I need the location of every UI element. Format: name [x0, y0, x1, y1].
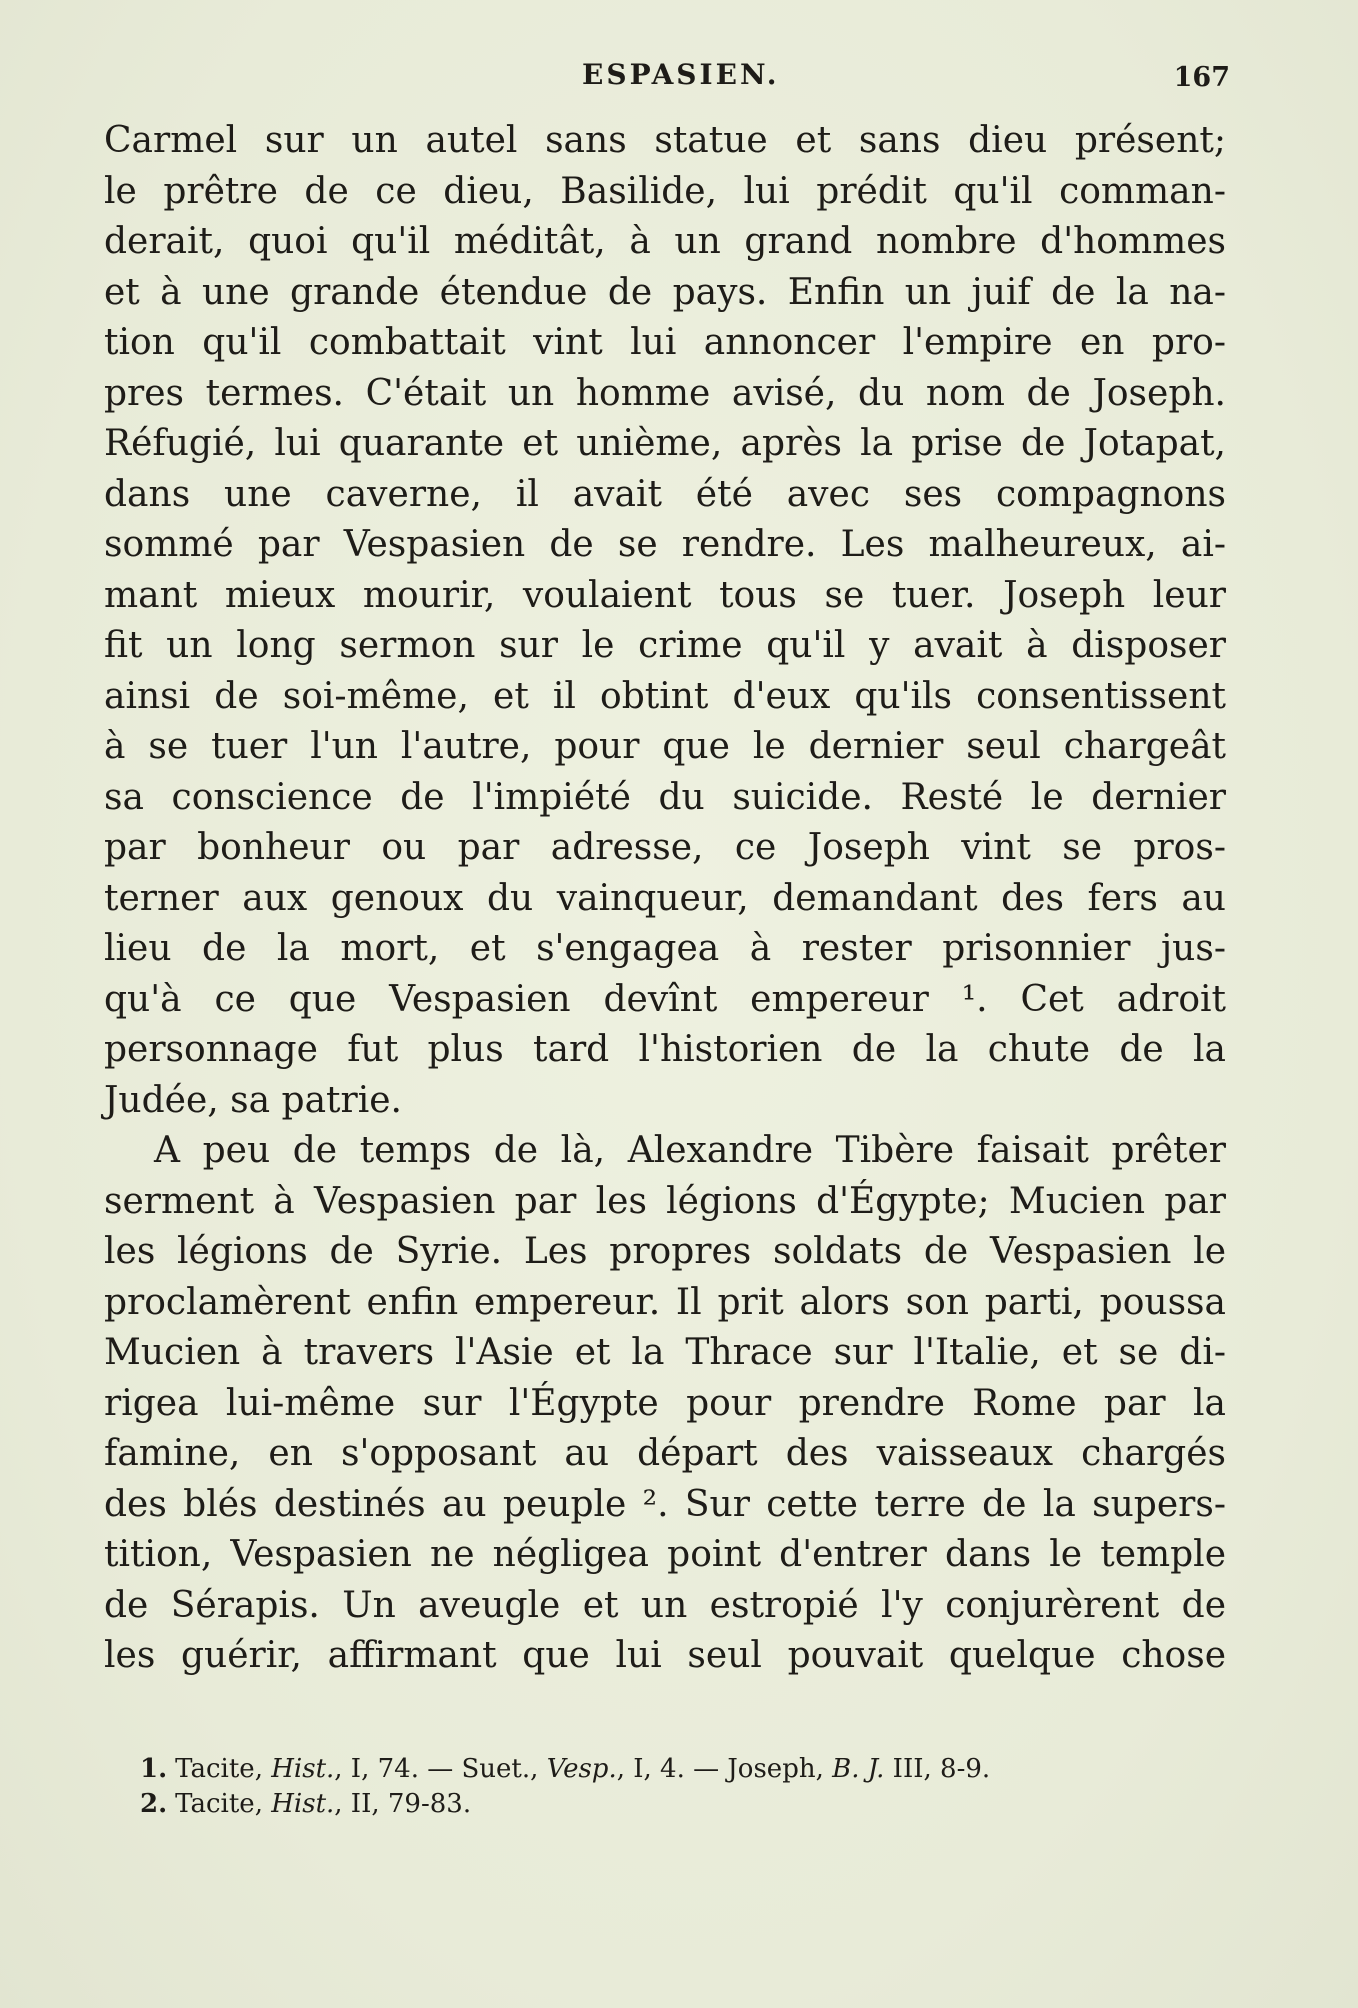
text-line: des blés destinés au peuple ². Sur cette terre de la supers- — [104, 1483, 1226, 1525]
text-line: rigea lui-même sur l'Égypte pour prendre Rome par la — [104, 1382, 1226, 1424]
running-head: ESPASIEN. — [582, 58, 780, 91]
footnote-number: 2. — [140, 1789, 168, 1819]
text-line: famine, en s'opposant au départ des vaisseaux chargés — [104, 1433, 1226, 1474]
text-line: tion qu'il combattait vint lui annoncer l'empire en pro- — [104, 322, 1226, 363]
text-line: sommé par Vespasien de se rendre. Les malheureux, ai- — [104, 524, 1226, 565]
footnote — [140, 1752, 1226, 1787]
text-line: les guérir, affirmant que lui seul pouvait quelque chose — [104, 1635, 1226, 1676]
text-line: Mucien à travers l'Asie et la Thrace sur l'Italie, et se di- — [104, 1332, 1226, 1373]
footnote-italic: B. J. — [832, 1754, 885, 1784]
text-line: personnage fut plus tard l'historien de la chute de la — [104, 1029, 1226, 1070]
footnote-text: Tacite, — [175, 1789, 272, 1819]
footnotes — [140, 1752, 1226, 1822]
footnote-number: 1. — [140, 1754, 168, 1784]
text-line: et à une grande étendue de pays. Enfin un juif de la na- — [104, 271, 1226, 313]
page-number: 167 — [1173, 62, 1230, 93]
text-line: derait, quoi qu'il méditât, à un grand nombre d'hommes — [104, 221, 1226, 262]
text-line: proclamèrent enfin empereur. Il prit alors son parti, poussa — [104, 1281, 1226, 1323]
text-line: fit un long sermon sur le crime qu'il y avait à disposer — [104, 625, 1226, 666]
text-line: lieu de la mort, et s'engagea à rester prisonnier jus- — [104, 928, 1226, 969]
text-line: serment à Vespasien par les légions d'Égypte; Mucien par — [104, 1180, 1226, 1222]
text-line: pres termes. C'était un homme avisé, du nom de Joseph. — [104, 372, 1226, 414]
footnote-italic: Hist. — [271, 1754, 335, 1784]
footnote-italic: Vesp. — [546, 1754, 617, 1784]
text-line: par bonheur ou par adresse, ce Joseph vint se pros- — [104, 827, 1226, 868]
text-line: A peu de temps de là, Alexandre Tibère faisait prêter — [154, 1130, 1226, 1171]
footnote — [140, 1787, 1226, 1822]
text-line: mant mieux mourir, voulaient tous se tuer. Joseph leur — [104, 574, 1226, 616]
footnote-text: , I, 4. — Joseph, — [616, 1754, 833, 1784]
text-line: tition, Vespasien ne négligea point d'entrer dans le temple — [104, 1534, 1226, 1575]
text-line: de Sérapis. Un aveugle et un estropié l'y conjurèrent de — [104, 1584, 1226, 1626]
text-line: terner aux genoux du vainqueur, demandant des fers au — [104, 877, 1226, 919]
text-line: le prêtre de ce dieu, Basilide, lui prédit qu'il comman- — [104, 170, 1226, 212]
footnote-text: , I, 74. — Suet., — [334, 1754, 547, 1784]
text-line: dans une caverne, il avait été avec ses compagnons — [104, 473, 1226, 515]
text-line: ainsi de soi-même, et il obtint d'eux qu'ils consentissent — [104, 675, 1226, 717]
text-line: Réfugié, lui quarante et unième, après la prise de Jotapat, — [104, 423, 1226, 464]
text-line: qu'à ce que Vespasien devînt empereur ¹. Cet adroit — [104, 978, 1226, 1020]
footnote-text: Tacite, — [175, 1754, 272, 1784]
text-line: sa conscience de l'impiété du suicide. Resté le dernier — [104, 776, 1226, 818]
text-line: à se tuer l'un l'autre, pour que le dernier seul chargeât — [104, 726, 1226, 767]
text-line: Judée, sa patrie. — [104, 1079, 402, 1121]
footnote-italic: Hist. — [271, 1789, 335, 1819]
text-line: les légions de Syrie. Les propres soldats de Vespasien le — [104, 1231, 1226, 1272]
footnote-text: , II, 79-83. — [334, 1789, 472, 1819]
text-line: Carmel sur un autel sans statue et sans dieu présent; — [104, 120, 1226, 161]
footnote-text: III, 8-9. — [884, 1754, 991, 1784]
body-text — [104, 116, 1226, 1682]
